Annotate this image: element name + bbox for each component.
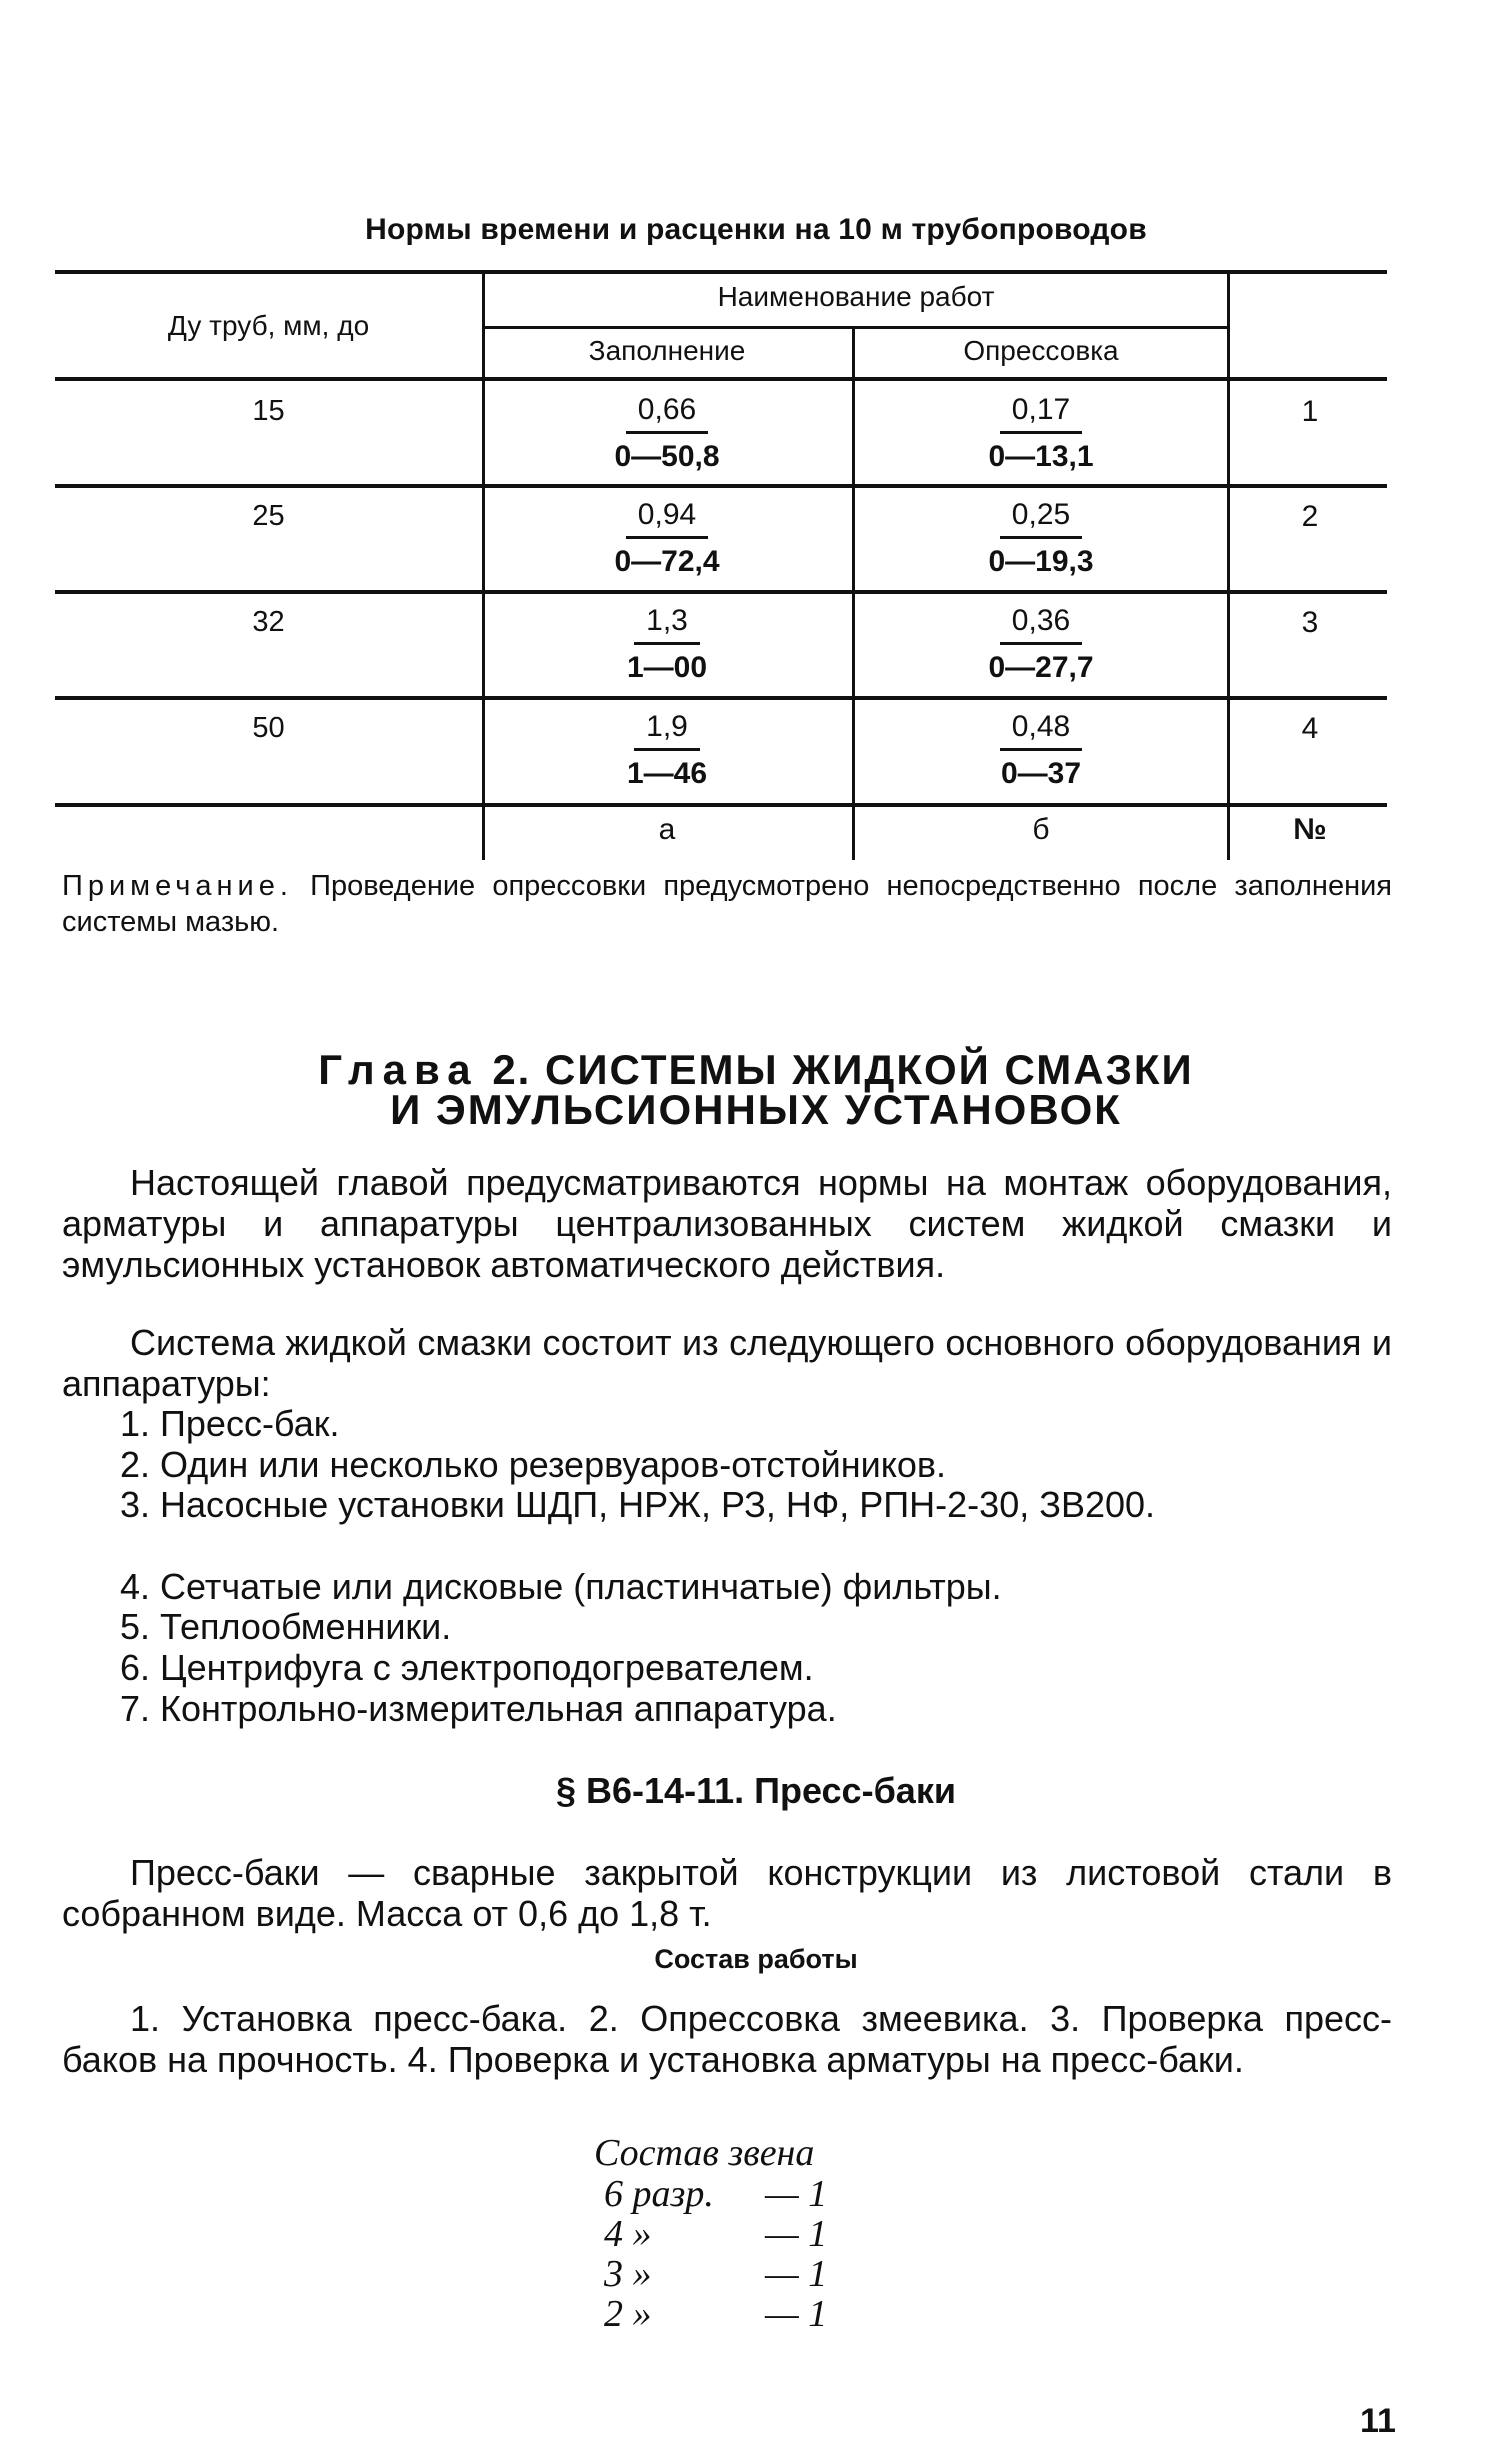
- crew-title: Состав звена: [594, 2132, 815, 2174]
- cell-press: [891, 494, 1191, 583]
- press-norm: 0,25: [1000, 494, 1082, 539]
- press-norm: 0,36: [1000, 600, 1082, 645]
- crew-count: — 1: [765, 2293, 828, 2335]
- crew-count: — 1: [765, 2173, 828, 2215]
- equipment-item: 2. Один или несколько резервуаров-отстойников.: [120, 1444, 947, 1485]
- section-paragraph: Пресс-баки — сварные закрытой конструкции из листовой стали в собранном виде. Масса от 0,6 до 1,8 т.: [62, 1852, 1392, 1934]
- chapter-intro-paragraph: Настоящей главой предусматриваются нормы на монтаж оборудования, арматуры и аппаратуры централизованных систем жидкой смазки и эмульсионных установок автоматического действия.: [62, 1162, 1392, 1285]
- fill-price: 0—50,8: [614, 440, 720, 473]
- row-rule: [55, 484, 1387, 488]
- crew-grade: 3 »: [604, 2253, 652, 2295]
- fill-norm: 1,9: [634, 706, 700, 751]
- row-number: 1: [1301, 395, 1319, 428]
- footer-rule: [55, 803, 1387, 807]
- col-divider: [852, 326, 855, 860]
- section-title: § В6-14-11. Пресс-баки: [556, 1770, 956, 1811]
- chapter-prefix: Глава: [318, 1046, 479, 1093]
- cell-press: [891, 389, 1191, 478]
- equipment-intro-paragraph: Система жидкой смазки состоит из следующего основного оборудования и аппаратуры:: [62, 1322, 1392, 1404]
- press-norm: 0,48: [1000, 706, 1082, 751]
- fill-price: 0—72,4: [614, 545, 720, 578]
- crew-grade: 4 »: [604, 2213, 652, 2255]
- cell-dn: 25: [252, 500, 285, 532]
- equipment-item: 7. Контрольно-измерительная аппаратура.: [120, 1688, 837, 1729]
- equipment-item: 3. Насосные установки ШДП, НРЖ, РЗ, НФ, РПН-2-30, ЗВ200.: [120, 1484, 1156, 1525]
- note-label: Примечание.: [62, 870, 293, 902]
- crew-count: — 1: [765, 2253, 828, 2295]
- chapter-title: 2. СИСТЕМЫ ЖИДКОЙ СМАЗКИ: [492, 1046, 1194, 1093]
- fill-price: 1—46: [626, 757, 708, 790]
- cell-fill: [517, 706, 817, 795]
- crew-grade: 6 разр.: [604, 2173, 714, 2215]
- fill-norm: 0,66: [626, 389, 708, 434]
- cell-press: [891, 706, 1191, 795]
- press-price: 0—27,7: [988, 651, 1094, 684]
- header-work-names: Наименование работ: [717, 281, 995, 312]
- note-text: Проведение опрессовки предусмотрено непосредственно после заполнения системы мазью.: [62, 870, 1392, 938]
- cell-dn: 32: [252, 606, 285, 638]
- header-dn: Ду труб, мм, до: [167, 310, 370, 341]
- row-rule: [55, 590, 1387, 594]
- table-note: [62, 868, 1392, 940]
- cell-dn: 15: [252, 395, 285, 427]
- equipment-item: 1. Пресс-бак.: [120, 1403, 340, 1444]
- fill-norm: 0,94: [626, 494, 708, 539]
- footer-col-b: б: [1032, 813, 1050, 846]
- header-bottom-rule: [55, 377, 1387, 381]
- table-top-rule: [55, 270, 1387, 274]
- fill-price: 1—00: [626, 651, 708, 684]
- cell-fill: [517, 600, 817, 689]
- row-number: 3: [1301, 606, 1319, 639]
- press-price: 0—19,3: [988, 545, 1094, 578]
- cell-press: [891, 600, 1191, 689]
- work-composition-text: 1. Установка пресс-бака. 2. Опрессовка змеевика. 3. Проверка пресс-баков на прочность. 4. Проверка и установка арматуры на пресс-баки.: [62, 1998, 1392, 2080]
- row-number: 2: [1301, 500, 1319, 533]
- crew-grade: 2 »: [604, 2293, 652, 2335]
- row-rule: [55, 696, 1387, 700]
- cell-dn: 50: [252, 712, 285, 744]
- equipment-item: 6. Центрифуга с электроподогревателем.: [120, 1647, 814, 1688]
- row-number: 4: [1301, 712, 1319, 745]
- fill-norm: 1,3: [634, 600, 700, 645]
- cell-fill: [517, 494, 817, 583]
- header-divider: [482, 326, 1230, 329]
- page-number: 11: [1360, 2402, 1396, 2440]
- table-title: Нормы времени и расценки на 10 м трубопроводов: [365, 213, 1147, 246]
- crew-count: — 1: [765, 2213, 828, 2255]
- work-composition-title: Состав работы: [654, 1944, 858, 1974]
- equipment-item: 5. Теплообменники.: [120, 1606, 452, 1647]
- header-press: Опрессовка: [963, 335, 1119, 366]
- press-price: 0—13,1: [988, 440, 1094, 473]
- press-price: 0—37: [1000, 757, 1082, 790]
- header-fill: Заполнение: [588, 335, 746, 366]
- footer-col-a: а: [658, 813, 676, 846]
- cell-fill: [517, 389, 817, 478]
- footer-col-no: №: [1293, 813, 1327, 846]
- chapter-title-line2: И ЭМУЛЬСИОННЫХ УСТАНОВОК: [390, 1086, 1122, 1133]
- press-norm: 0,17: [1000, 389, 1082, 434]
- equipment-item: 4. Сетчатые или дисковые (пластинчатые) фильтры.: [120, 1566, 1002, 1607]
